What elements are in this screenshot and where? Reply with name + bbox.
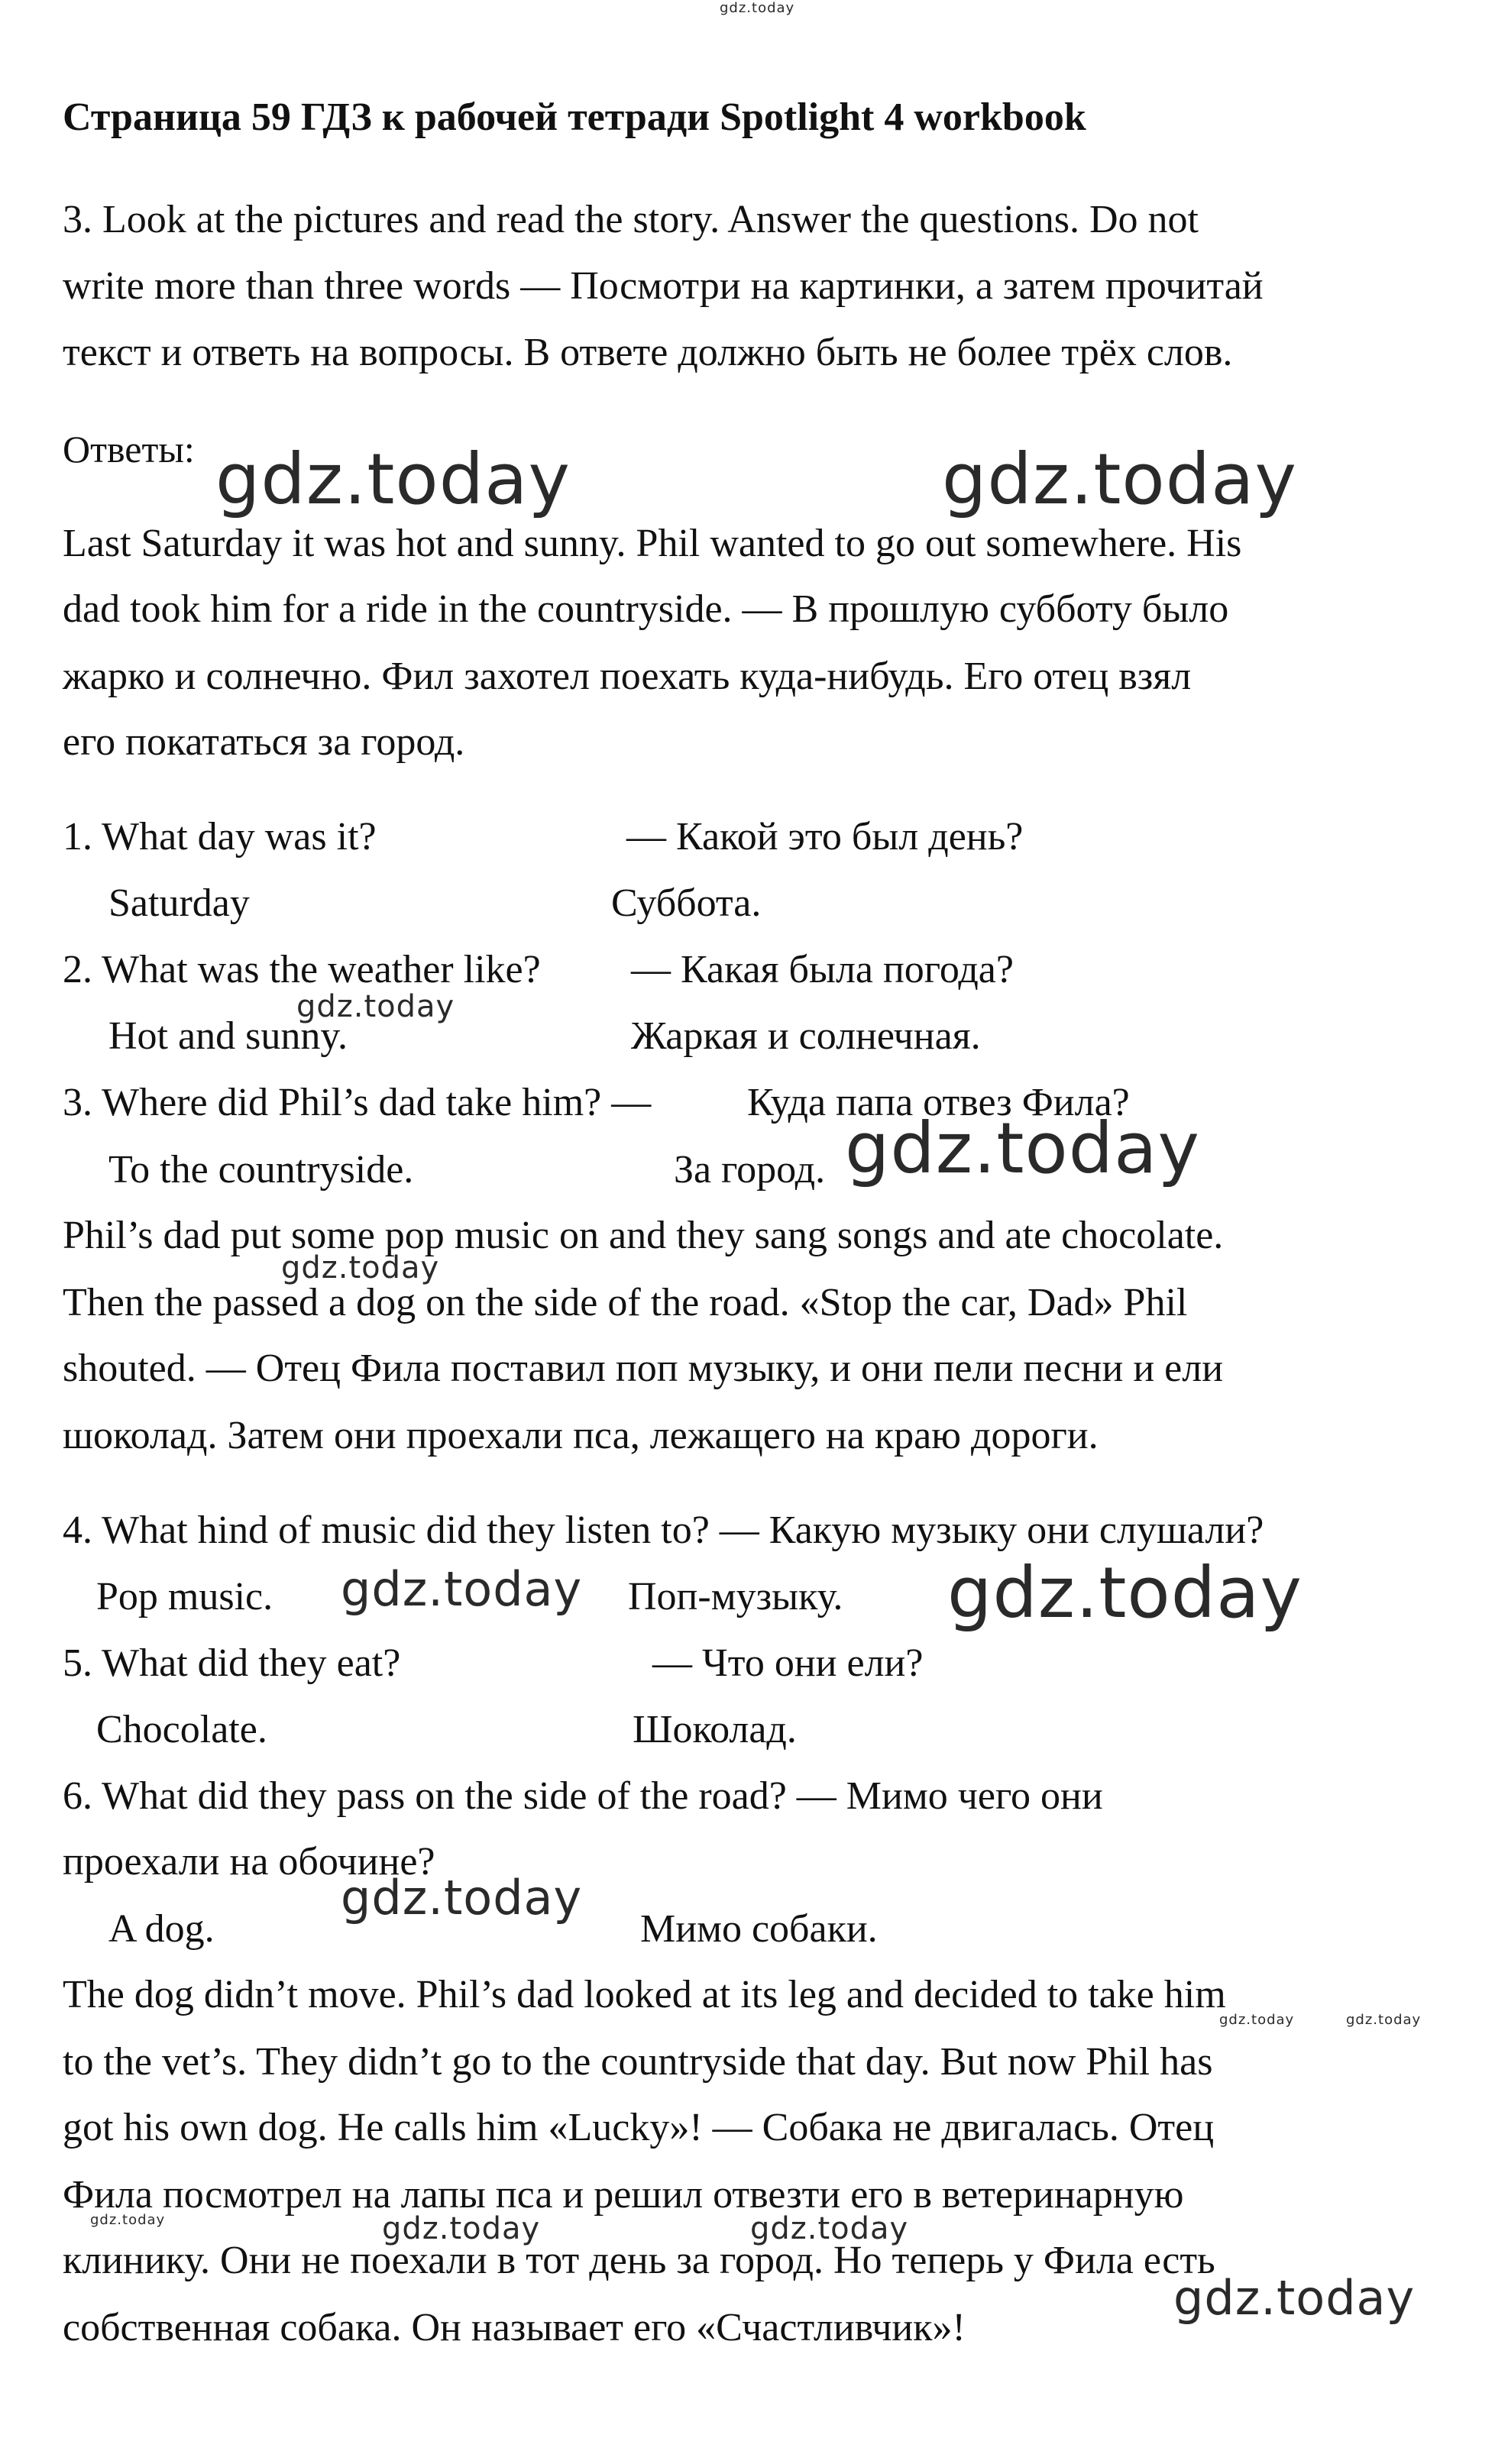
story1-line-2: dad took him for a ride in the countryside. — В прошлую субботу было xyxy=(63,587,1229,631)
watermark: gdz.today xyxy=(750,2211,909,2246)
story2-line-4: шоколад. Затем они проехали пса, лежащего на краю дороги. xyxy=(63,1414,1099,1457)
question-ru: — Что они ели? xyxy=(652,1641,924,1685)
watermark: gdz.today xyxy=(845,1108,1200,1189)
answer-ru: Мимо собаки. xyxy=(640,1907,878,1951)
watermark: gdz.today xyxy=(1219,2012,1295,2028)
watermark: gdz.today xyxy=(947,1552,1303,1634)
question-en: 5. What did they eat? xyxy=(63,1641,401,1685)
watermark: gdz.today xyxy=(341,1870,583,1926)
question-6-line-2: проехали на обочине? xyxy=(63,1840,435,1884)
answer-ru: Жаркая и солнечная. xyxy=(631,1014,981,1058)
watermark: gdz.today xyxy=(90,2212,166,2228)
watermark: gdz.today xyxy=(1173,2270,1416,2326)
page-title: Страница 59 ГДЗ к рабочей тетради Spotlight 4 workbook xyxy=(63,95,1086,139)
answer-en: A dog. xyxy=(108,1907,215,1951)
task-line-1: 3. Look at the pictures and read the story. Answer the questions. Do not xyxy=(63,198,1199,241)
story3-line-4: Фила посмотрел на лапы пса и решил отвезти его в ветеринарную xyxy=(63,2173,1184,2217)
answer-ru: Суббота. xyxy=(611,881,762,925)
story3-line-3: got his own dog. He calls him «Lucky»! — Собака не двигалась. Отец xyxy=(63,2106,1215,2149)
task-line-2: write more than three words — Посмотри на картинки, а затем прочитай xyxy=(63,264,1264,308)
answer-ru: Поп-музыку. xyxy=(628,1575,843,1618)
story2-line-1: Phil’s dad put some pop music on and they sang songs and ate chocolate. xyxy=(63,1214,1224,1257)
watermark: gdz.today xyxy=(1346,2012,1422,2028)
watermark: gdz.today xyxy=(942,438,1297,520)
answer-en: Chocolate. xyxy=(96,1708,267,1751)
answer-en: Pop music. xyxy=(96,1575,273,1618)
question-6-line-1: 6. What did they pass on the side of the road? — Мимо чего они xyxy=(63,1774,1103,1818)
answers-label: Ответы: xyxy=(63,428,195,470)
story3-line-5: клинику. Они не поехали в тот день за город. Но теперь у Фила есть xyxy=(63,2239,1215,2282)
watermark: gdz.today xyxy=(215,438,571,520)
answer-ru: Шоколад. xyxy=(633,1708,797,1751)
story2-line-3: shouted. — Отец Фила поставил поп музыку, и они пели песни и ели xyxy=(63,1347,1224,1390)
top-watermark: gdz.today xyxy=(720,0,795,16)
story3-line-2: to the vet’s. They didn’t go to the countryside that day. But now Phil has xyxy=(63,2040,1213,2084)
question-ru: — Какой это был день? xyxy=(626,815,1024,859)
answer-ru: За город. xyxy=(674,1148,826,1192)
story3-line-1: The dog didn’t move. Phil’s dad looked at its leg and decided to take him xyxy=(63,1973,1226,2016)
task-line-3: текст и ответь на вопросы. В ответе должно быть не более трёх слов. xyxy=(63,331,1233,374)
story2-line-2: Then the passed a dog on the side of the road. «Stop the car, Dad» Phil xyxy=(63,1281,1188,1324)
watermark: gdz.today xyxy=(296,989,455,1024)
answer-en: Hot and sunny. xyxy=(108,1014,348,1058)
question-4: 4. What hind of music did they listen to? — Какую музыку они слушали? xyxy=(63,1508,1264,1552)
story1-line-1: Last Saturday it was hot and sunny. Phil wanted to go out somewhere. His xyxy=(63,522,1242,565)
story1-line-3: жарко и солнечно. Фил захотел поехать куда-нибудь. Его отец взял xyxy=(63,655,1192,698)
question-en: 1. What day was it? xyxy=(63,815,377,859)
story3-line-6: собственная собака. Он называет его «Счастливчик»! xyxy=(63,2306,966,2349)
answer-en: Saturday xyxy=(108,881,250,925)
watermark: gdz.today xyxy=(382,2211,541,2246)
question-en: 2. What was the weather like? xyxy=(63,948,541,991)
question-ru: Куда папа отвез Фила? xyxy=(747,1081,1130,1124)
watermark: gdz.today xyxy=(341,1561,583,1617)
question-ru: — Какая была погода? xyxy=(631,948,1014,991)
answer-en: To the countryside. xyxy=(108,1148,414,1192)
question-en: 3. Where did Phil’s dad take him? — xyxy=(63,1081,652,1124)
watermark: gdz.today xyxy=(281,1250,440,1285)
story1-line-4: его покататься за город. xyxy=(63,720,465,764)
